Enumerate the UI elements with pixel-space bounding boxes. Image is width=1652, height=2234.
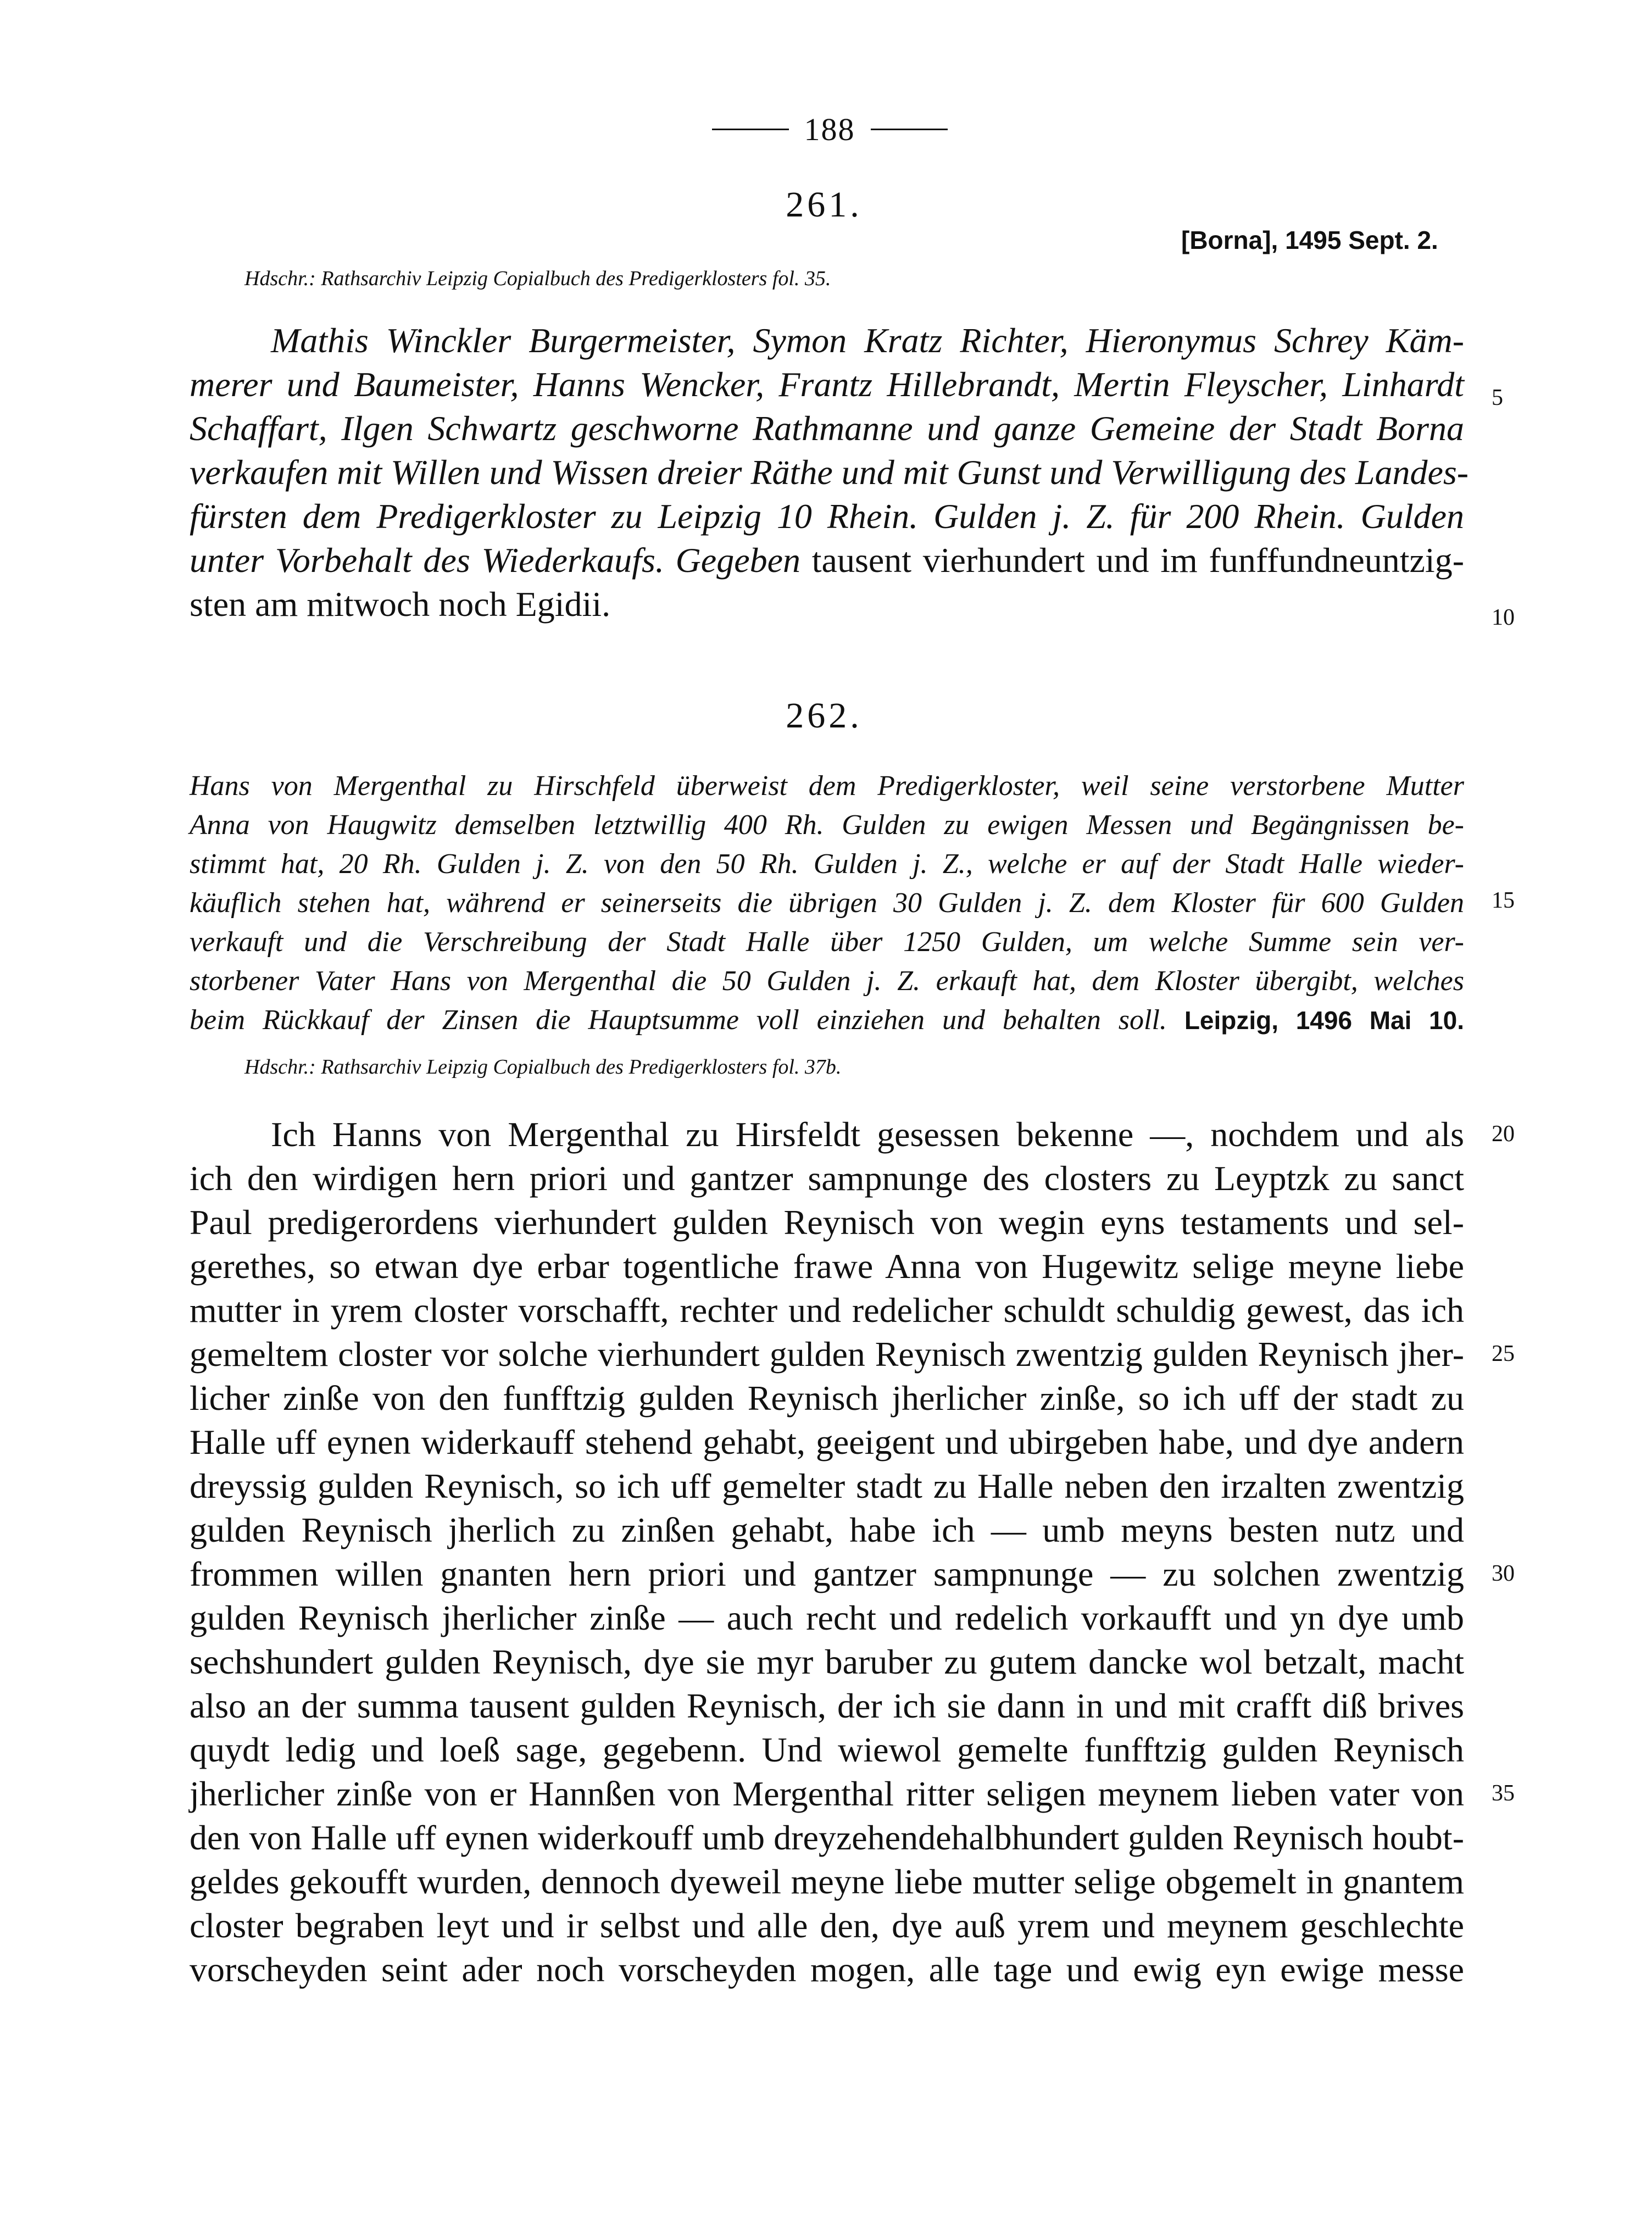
regest-line: Hans von Mergenthal zu Hirschfeld überweist dem Predigerkloster, weil seine verstorbene Mutter: [190, 770, 1464, 802]
regest-line: Mathis Winckler Burgermeister, Symon Kratz Richter, Hieronymus Schrey Käm-: [271, 321, 1464, 360]
regest-line: storbener Vater Hans von Mergenthal die 50 Gulden j. Z. erkauft hat, dem Kloster übergibt, welches: [190, 965, 1464, 997]
text-line: dreyssig gulden Reynisch, so ich uff gemelter stadt zu Halle neben den irzalten zwentzig: [190, 1466, 1464, 1505]
doc-262-date-place: Leipzig, 1496 Mai 10.: [1184, 1006, 1465, 1035]
text-line: closter begraben leyt und ir selbst und alle den, dye auß yrem und meynem geschlechte: [190, 1906, 1464, 1945]
doc-262-regest: [190, 766, 1464, 1040]
text-line: Halle uff eynen widerkauff stehend gehabt, geeigent und ubirgeben habe, und dye andern: [190, 1422, 1464, 1461]
regest-line-mixed: [190, 538, 1464, 582]
doc-261-source: Hdschr.: Rathsarchiv Leipzig Copialbuch des Predigerklosters fol. 35.: [244, 267, 831, 290]
regest-line: stimmt hat, 20 Rh. Gulden j. Z. von den 50 Rh. Gulden j. Z., welche er auf der Stadt Halle wieder-: [190, 848, 1464, 880]
doc-261-date-place: [Borna], 1495 Sept. 2.: [1181, 226, 1438, 254]
line-number: 25: [1492, 1341, 1515, 1366]
regest-line: käuflich stehen hat, während er seinerseits die übrigen 30 Gulden j. Z. dem Kloster für 600 Gulden: [190, 887, 1464, 919]
text-line: gulden Reynisch jherlicher zinße — auch recht und redelich vorkaufft und yn dye umb: [190, 1598, 1464, 1637]
line-number: 10: [1492, 605, 1515, 630]
quoted-text-part: tausent vierhundert und im funffundneuntzig-: [800, 541, 1465, 580]
text-line: mutter in yrem closter vorschafft, rechter und redelicher schuldt schuldig gewest, das ich: [190, 1291, 1464, 1330]
line-number: 35: [1492, 1781, 1515, 1806]
doc-262-text: [190, 1113, 1464, 1992]
header-rule-left: [712, 129, 789, 130]
regest-line: verkauft und die Verschreibung der Stadt Halle über 1250 Gulden, um welche Summe sein ver-: [190, 926, 1464, 958]
text-line: quydt ledig und loeß sage, gegebenn. Und wiewol gemelte funfftzig gulden Reynisch: [190, 1730, 1464, 1769]
regest-line: sten am mitwoch noch Egidii.: [190, 585, 611, 624]
text-line: gulden Reynisch jherlich zu zinßen gehabt, habe ich — umb meyns besten nutz und: [190, 1510, 1464, 1549]
text-line: sechshundert gulden Reynisch, dye sie myr baruber zu gutem dancke wol betzalt, macht: [190, 1642, 1464, 1681]
text-line: frommen willen gnanten hern priori und gantzer sampnunge — zu solchen zwentzig: [190, 1554, 1464, 1593]
header-rule-right: [871, 129, 948, 130]
regest-line: Schaffart, Ilgen Schwartz geschworne Rathmanne und ganze Gemeine der Stadt Borna: [190, 409, 1464, 448]
text-line: gerethes, so etwan dye erbar togentliche frawe Anna von Hugewitz selige meyne liebe: [190, 1247, 1464, 1286]
regest-italic-part: unter Vorbehalt des Wiederkaufs. Gegeben: [190, 541, 801, 580]
regest-text: beim Rückkauf der Zinsen die Hauptsumme voll einziehen und behalten soll.: [190, 1004, 1167, 1036]
text-line: licher zinße von den funfftzig gulden Reynisch jherlicher zinße, so ich uff der stadt zu: [190, 1379, 1464, 1418]
text-line: Paul predigerordens vierhundert gulden Reynisch von wegin eyns testaments und sel-: [190, 1203, 1464, 1242]
text-line: gemeltem closter vor solche vierhundert gulden Reynisch zwentzig gulden Reynisch jher-: [190, 1335, 1464, 1374]
line-number: 5: [1492, 385, 1503, 410]
page-header: [676, 110, 983, 148]
text-line: geldes gekoufft wurden, dennoch dyeweil meyne liebe mutter selige obgemelt in gnantem: [190, 1862, 1464, 1901]
line-number: 15: [1492, 888, 1515, 913]
regest-line-with-date: [190, 1001, 1464, 1040]
regest-line: verkaufen mit Willen und Wissen dreier Räthe und mit Gunst und Verwilligung des Landes-: [190, 453, 1469, 492]
text-line: den von Halle uff eynen widerkouff umb dreyzehendehalbhundert gulden Reynisch houbt-: [190, 1818, 1464, 1857]
regest-line: Anna von Haugwitz demselben letztwillig 400 Rh. Gulden zu ewigen Messen und Begängnissen be-: [190, 809, 1464, 841]
doc-261-number: 261.: [786, 185, 863, 225]
regest-line: merer und Baumeister, Hanns Wencker, Frantz Hillebrandt, Mertin Fleyscher, Linhardt: [190, 365, 1464, 404]
text-line: Ich Hanns von Mergenthal zu Hirsfeldt gesessen bekenne —, nochdem und als: [271, 1115, 1464, 1154]
doc-262-source: Hdschr.: Rathsarchiv Leipzig Copialbuch des Predigerklosters fol. 37b.: [244, 1055, 842, 1079]
doc-261-regest: [190, 319, 1469, 626]
doc-262-number: 262.: [786, 696, 863, 736]
text-line: jherlicher zinße von er Hannßen von Mergenthal ritter seligen meynem lieben vater von: [190, 1774, 1464, 1813]
text-line: also an der summa tausent gulden Reynisch, der ich sie dann in und mit crafft diß brives: [190, 1686, 1464, 1725]
text-line: vorscheyden seint ader noch vorscheyden mogen, alle tage und ewig eyn ewige messe: [190, 1950, 1464, 1989]
text-line: ich den wirdigen hern priori und gantzer sampnunge des closters zu Leyptzk zu sanct: [190, 1159, 1464, 1198]
line-number: 30: [1492, 1561, 1515, 1586]
line-number: 20: [1492, 1121, 1515, 1147]
regest-line: fürsten dem Predigerkloster zu Leipzig 10 Rhein. Gulden j. Z. für 200 Rhein. Gulden: [190, 497, 1464, 536]
page-number: 188: [804, 111, 855, 147]
